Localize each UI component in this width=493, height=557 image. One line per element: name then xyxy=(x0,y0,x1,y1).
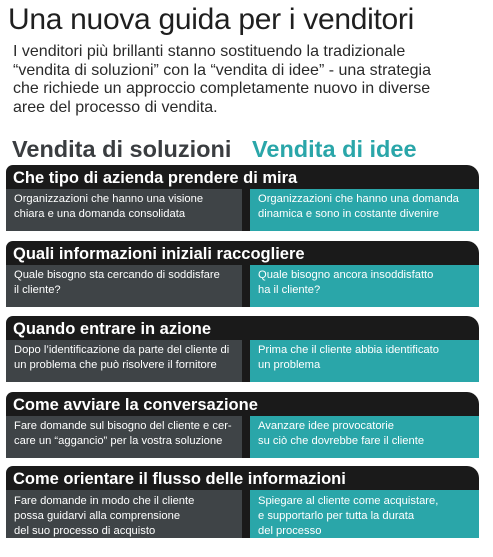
solution-selling-cell xyxy=(6,189,242,231)
intro-paragraph xyxy=(13,43,491,117)
section-heading: Che tipo di azienda prendere di mira xyxy=(13,169,298,187)
insight-selling-cell xyxy=(250,490,479,538)
intro-line: “vendita di soluzioni” con la “vendita di idee” - una strategia xyxy=(13,61,432,79)
solution-selling-cell xyxy=(6,265,242,307)
cell-line: Dopo l’identificazione da parte del cliente di xyxy=(14,344,230,356)
cell-line: Fare domande sul bisogno del cliente e cer- xyxy=(14,420,232,432)
solution-selling-cell xyxy=(6,340,242,382)
cell-line: Prima che il cliente abbia identificato xyxy=(258,344,439,356)
cell-line: del suo processo di acquisto xyxy=(14,525,156,537)
cell-line: possa guidarvi alla comprensione xyxy=(14,510,181,522)
insight-selling-cell xyxy=(250,416,479,458)
cell-line: chiara e una domanda consolidata xyxy=(14,208,186,220)
intro-line: che richiede un approccio completamente nuovo in diverse xyxy=(13,80,431,97)
cell-line: e supportarlo per tutta la durata xyxy=(258,510,415,522)
cell-line: un problema xyxy=(258,359,321,371)
insight-selling-cell xyxy=(250,340,479,382)
cell-line: del processo xyxy=(258,525,322,537)
cell-line: Avanzare idee provocatorie xyxy=(258,420,394,432)
intro-line: aree del processo di vendita. xyxy=(13,98,218,116)
section-heading: Quando entrare in azione xyxy=(13,320,212,338)
intro-line: I venditori più brillanti stanno sostituendo la tradizionale xyxy=(13,43,406,60)
section-heading: Come avviare la conversazione xyxy=(13,396,258,414)
column-header-solution-selling: Vendita di soluzioni xyxy=(12,136,232,162)
cell-line: ha il cliente? xyxy=(258,284,321,296)
insight-selling-cell xyxy=(250,189,479,231)
solution-selling-cell xyxy=(6,490,242,538)
cell-line: Organizzazioni che hanno una domanda xyxy=(258,193,459,205)
section-heading: Quali informazioni iniziali raccogliere xyxy=(13,245,305,263)
cell-line: Fare domande in modo che il cliente xyxy=(14,495,195,507)
cell-line: Quale bisogno sta cercando di soddisfare xyxy=(14,269,220,281)
cell-line: care un “aggancio” per la vostra soluzione xyxy=(14,435,223,447)
page-title: Una nuova guida per i venditori xyxy=(8,3,414,36)
column-header-insight-selling: Vendita di idee xyxy=(252,136,417,162)
cell-line: Quale bisogno ancora insoddisfatto xyxy=(258,269,434,281)
cell-line: Spiegare al cliente come acquistare, xyxy=(258,495,439,507)
cell-line: Organizzazioni che hanno una visione xyxy=(14,193,204,205)
cell-line: su ciò che dovrebbe fare il cliente xyxy=(258,435,425,447)
cell-line: dinamica e sono in costante divenire xyxy=(258,208,439,220)
section-heading: Come orientare il flusso delle informazioni xyxy=(13,470,346,488)
cell-line: un problema che può risolvere il fornitore xyxy=(14,359,217,371)
solution-selling-cell xyxy=(6,416,242,458)
insight-selling-cell xyxy=(250,265,479,307)
cell-line: il cliente? xyxy=(14,284,61,296)
